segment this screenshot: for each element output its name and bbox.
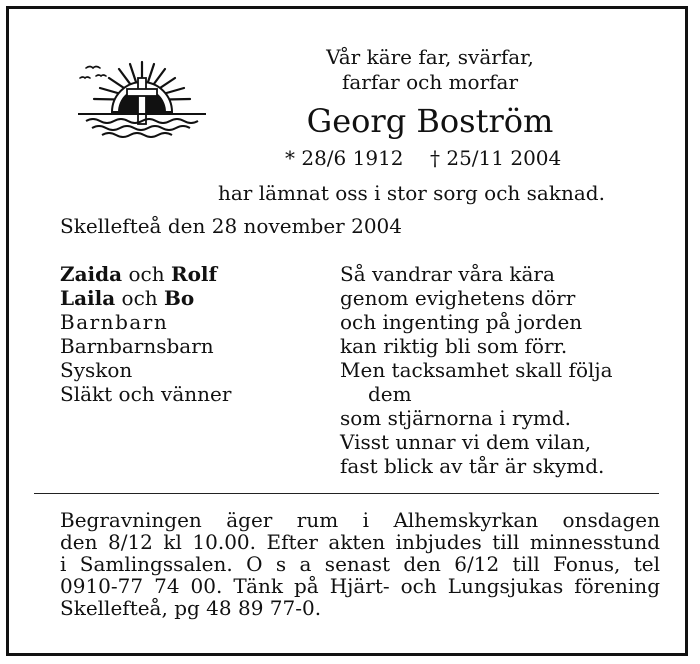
family-row-great-grandchildren: Barnbarnsbarn bbox=[60, 334, 214, 358]
family-row-relatives: Släkt och vänner bbox=[60, 382, 232, 406]
poem-line: kan riktig bli som förr. bbox=[340, 334, 568, 358]
poem-line: dem bbox=[368, 382, 412, 406]
family-row-siblings: Syskon bbox=[60, 358, 133, 382]
family-name-rolf: Rolf bbox=[170, 262, 218, 286]
poem-line: fast blick av tår är skymd. bbox=[340, 454, 605, 478]
intro-line-2: farfar och morfar bbox=[341, 70, 519, 94]
family-conjunction: och bbox=[115, 286, 165, 310]
poem-line: som stjärnorna i rymd. bbox=[340, 406, 571, 430]
family-row-1 bbox=[60, 262, 231, 286]
notice-line: Begravningen äger rum i Alhemskyrkan onsdagen bbox=[60, 508, 660, 532]
death-date: † 25/11 2004 bbox=[430, 146, 562, 170]
poem-line: genom evighetens dörr bbox=[340, 286, 576, 310]
intro-line-1: Vår käre far, svärfar, bbox=[326, 45, 534, 69]
poem-line: Men tacksamhet skall följa bbox=[340, 358, 613, 382]
notice-line: 0910-77 74 00. Tänk på Hjärt- och Lungsjukas förening bbox=[60, 574, 660, 598]
birth-date: * 28/6 1912 bbox=[285, 146, 404, 170]
family-row-grandchildren: Barnbarn bbox=[60, 310, 169, 334]
cross-sunrise-waves-icon bbox=[72, 56, 212, 146]
funeral-notice bbox=[60, 509, 660, 619]
notice-line: Skellefteå, pg 48 89 77-0. bbox=[60, 596, 322, 620]
poem-line: och ingenting på jorden bbox=[340, 310, 583, 334]
notice-line: den 8/12 kl 10.00. Efter akten inbjudes till minnesstund bbox=[60, 530, 660, 554]
family-conjunction: och bbox=[122, 262, 171, 286]
notice-line: i Samlingssalen. O s a senast den 6/12 till Fonus, tel bbox=[60, 552, 660, 576]
deceased-name: Georg Boström bbox=[306, 102, 554, 140]
family-name-zaida: Zaida bbox=[60, 262, 123, 286]
poem bbox=[340, 262, 613, 478]
grief-statement: har lämnat oss i stor sorg och saknad. bbox=[218, 181, 605, 205]
family-name-bo: Bo bbox=[164, 286, 195, 310]
divider bbox=[34, 493, 659, 494]
place-and-date: Skellefteå den 28 november 2004 bbox=[60, 214, 403, 238]
poem-line: Så vandrar våra kära bbox=[340, 262, 555, 286]
poem-line: Visst unnar vi dem vilan, bbox=[340, 430, 592, 454]
family-list bbox=[60, 262, 231, 406]
family-name-laila: Laila bbox=[60, 286, 116, 310]
family-row-2 bbox=[60, 286, 231, 310]
